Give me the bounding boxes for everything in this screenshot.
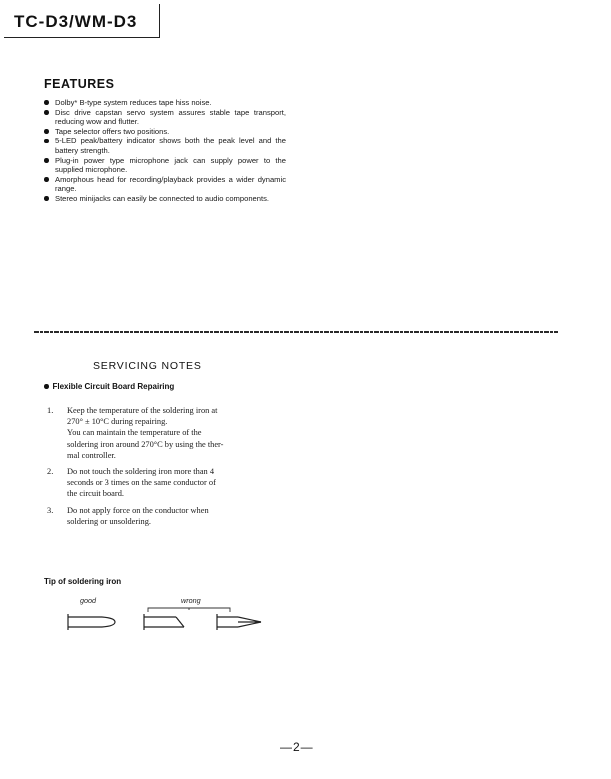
feature-text: Disc drive capstan servo system assures stable tape transport, reducing wow and flutter. xyxy=(55,107,286,127)
feature-item xyxy=(44,194,286,204)
note-item xyxy=(44,505,266,527)
note-item xyxy=(44,466,266,500)
bullet-icon xyxy=(44,110,49,115)
repair-subheading xyxy=(44,382,174,391)
bullet-icon xyxy=(44,196,49,201)
good-tip-icon xyxy=(68,614,115,630)
feature-item xyxy=(44,127,286,137)
good-label: good xyxy=(80,596,96,605)
header-rule-vertical xyxy=(159,4,160,38)
tip-heading: Tip of soldering iron xyxy=(44,577,122,586)
note-line: Do not apply force on the conductor when xyxy=(67,505,209,515)
note-line: Keep the temperature of the soldering iron at xyxy=(67,406,218,415)
feature-text: Dolby* B-type system reduces tape hiss noise. xyxy=(55,98,212,107)
section-divider xyxy=(34,331,558,333)
note-number: 2. xyxy=(47,467,54,477)
bullet-icon xyxy=(44,100,49,105)
bullet-icon xyxy=(44,139,49,144)
note-line: seconds or 3 times on the same conductor of xyxy=(67,478,216,488)
feature-text: 5-LED peak/battery indicator shows both the peak level and the battery strength. xyxy=(55,136,286,155)
feature-item xyxy=(44,136,286,155)
page-number: —2— xyxy=(280,740,314,754)
feature-text: Stereo minijacks can easily be connected to audio components. xyxy=(55,193,270,203)
note-number: 1. xyxy=(47,406,54,415)
note-line: You can maintain the temperature of the xyxy=(67,428,202,438)
bullet-icon xyxy=(44,158,49,163)
note-number: 3. xyxy=(47,505,54,515)
feature-item xyxy=(44,175,286,194)
note-line: soldering or unsoldering. xyxy=(67,516,151,526)
feature-item xyxy=(44,108,286,127)
features-list xyxy=(44,98,286,204)
wrong-bracket-icon xyxy=(148,608,230,612)
note-line: 270° ± 10°C during repairing. xyxy=(67,417,168,427)
bullet-icon xyxy=(44,129,49,134)
bullet-icon xyxy=(44,384,49,389)
note-item xyxy=(44,405,266,461)
note-line: mal controller. xyxy=(67,450,116,460)
note-line: the circuit board. xyxy=(67,489,124,499)
note-line: soldering iron around 270°C by using the ther- xyxy=(67,439,224,449)
soldering-tip-diagram xyxy=(60,598,280,638)
feature-item xyxy=(44,98,286,108)
wrong-label: wrong xyxy=(181,596,201,605)
features-heading: FEATURES xyxy=(44,77,115,91)
note-line: Do not touch the soldering iron more than 4 xyxy=(67,467,215,477)
wrong-pointed-tip-icon xyxy=(217,614,261,630)
feature-text: Amorphous head for recording/playback provides a wider dynamic range. xyxy=(55,174,286,194)
feature-item xyxy=(44,156,286,175)
repair-subheading-text: Flexible Circuit Board Repairing xyxy=(52,382,175,391)
servicing-notes-heading: SERVICING NOTES xyxy=(93,360,202,372)
servicing-notes-list xyxy=(44,405,266,532)
bullet-icon xyxy=(44,177,49,182)
feature-text: Tape selector offers two positions. xyxy=(55,126,170,136)
document-title: TC-D3/WM-D3 xyxy=(14,12,138,31)
header-rule-horizontal xyxy=(4,37,160,38)
wrong-chisel-tip-icon xyxy=(144,614,184,630)
feature-text: Plug-in power type microphone jack can supply power to the supplied microphone. xyxy=(55,155,286,175)
